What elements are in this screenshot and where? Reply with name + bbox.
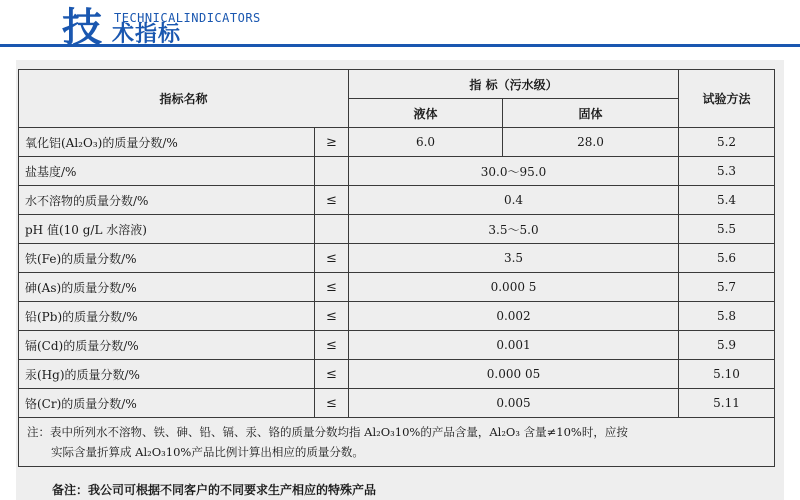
row-value: 0.000 05 (349, 360, 679, 389)
row-name: 汞(Hg)的质量分数/% (19, 360, 315, 389)
row-name: 砷(As)的质量分数/% (19, 273, 315, 302)
table-row (19, 331, 775, 360)
footer-remark: 备注：我公司可根据不同客户的不同要求生产相应的特殊产品 (52, 483, 377, 497)
row-symbol: ≤ (315, 244, 349, 273)
row-method: 5.8 (679, 302, 775, 331)
col-name-header: 指标名称 (19, 70, 349, 128)
group-header: 指 标（污水级） (349, 70, 679, 99)
row-method: 5.4 (679, 186, 775, 215)
row-method: 5.9 (679, 331, 775, 360)
table-row (19, 128, 775, 157)
row-symbol (315, 157, 349, 186)
row-name: 镉(Cd)的质量分数/% (19, 331, 315, 360)
table-row (19, 360, 775, 389)
header-title-big: 技 (62, 5, 100, 51)
row-liquid-value: 6.0 (349, 128, 503, 157)
row-symbol: ≤ (315, 273, 349, 302)
table-row (19, 157, 775, 186)
col-solid-header: 固体 (503, 99, 679, 128)
page-header (0, 0, 800, 60)
row-symbol (315, 215, 349, 244)
row-name: 盐基度/% (19, 157, 315, 186)
row-name: 铁(Fe)的质量分数/% (19, 244, 315, 273)
row-value: 0.005 (349, 389, 679, 418)
table-note-row (19, 418, 775, 467)
row-value: 3.5 (349, 244, 679, 273)
row-symbol: ≤ (315, 186, 349, 215)
row-value: 0.000 5 (349, 273, 679, 302)
note-line-1: 注：表中所列水不溶物、铁、砷、铅、镉、汞、铬的质量分数均指 Al₂O₃10%的产品含量，Al₂O₃ 含量≠10%时，应按 (27, 425, 628, 439)
row-solid-value: 28.0 (503, 128, 679, 157)
table-note (19, 418, 775, 467)
table-row (19, 302, 775, 331)
row-value: 0.002 (349, 302, 679, 331)
row-value: 3.5～5.0 (349, 215, 679, 244)
table-row (19, 215, 775, 244)
row-value: 0.4 (349, 186, 679, 215)
table-row (19, 273, 775, 302)
table-row (19, 244, 775, 273)
row-value: 0.001 (349, 331, 679, 360)
row-name: 铅(Pb)的质量分数/% (19, 302, 315, 331)
table-header-row (19, 70, 775, 99)
col-liquid-header: 液体 (349, 99, 503, 128)
row-method: 5.6 (679, 244, 775, 273)
row-name: 铬(Cr)的质量分数/% (19, 389, 315, 418)
row-method: 5.11 (679, 389, 775, 418)
header-title-english: TECHNICALINDICATORS (114, 11, 261, 25)
row-symbol: ≤ (315, 331, 349, 360)
row-value: 30.0～95.0 (349, 157, 679, 186)
row-name: pH 值(10 g/L 水溶液) (19, 215, 315, 244)
row-method: 5.7 (679, 273, 775, 302)
table-row (19, 389, 775, 418)
row-name: 水不溶物的质量分数/% (19, 186, 315, 215)
row-name: 氧化铝(Al₂O₃)的质量分数/% (19, 128, 315, 157)
row-method: 5.5 (679, 215, 775, 244)
row-symbol: ≤ (315, 360, 349, 389)
note-line-2: 实际含量折算成 Al₂O₃10%产品比例计算出相应的质量分数。 (51, 445, 364, 459)
col-method-header: 试验方法 (679, 70, 775, 128)
spec-table (18, 69, 775, 467)
table-row (19, 186, 775, 215)
header-title-small: 术指标 (112, 22, 182, 47)
row-symbol: ≤ (315, 302, 349, 331)
row-symbol: ≥ (315, 128, 349, 157)
row-method: 5.10 (679, 360, 775, 389)
row-method: 5.2 (679, 128, 775, 157)
row-method: 5.3 (679, 157, 775, 186)
row-symbol: ≤ (315, 389, 349, 418)
